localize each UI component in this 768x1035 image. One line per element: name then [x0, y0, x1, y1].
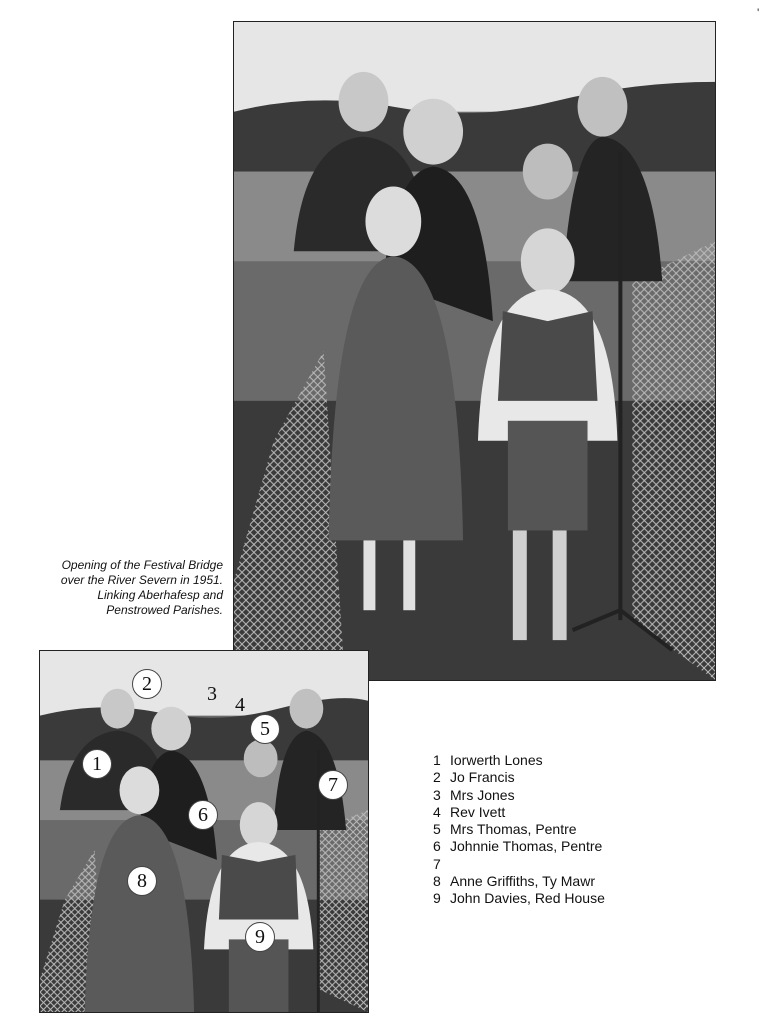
- legend-row: [433, 873, 605, 890]
- legend-number: 5: [433, 821, 441, 838]
- legend-row: [433, 838, 605, 855]
- caption-line: Linking Aberhafesp and: [97, 588, 223, 602]
- corner-mark: ': [757, 6, 760, 20]
- marker-4: 4: [235, 694, 245, 716]
- legend-name: Anne Griffiths, Ty Mawr: [450, 873, 595, 890]
- legend-row: [433, 769, 605, 786]
- marker-5: 5: [250, 714, 280, 744]
- legend-number: 6: [433, 838, 441, 855]
- legend-row: [433, 804, 605, 821]
- legend-name: Jo Francis: [450, 769, 515, 786]
- legend-number: 3: [433, 786, 441, 803]
- legend-number: 9: [433, 890, 441, 907]
- marker-2: 2: [132, 669, 162, 699]
- legend-row: [433, 821, 605, 838]
- caption-line: Opening of the Festival Bridge: [61, 558, 223, 572]
- legend-name: Mrs Thomas, Pentre: [450, 821, 577, 838]
- caption-line: over the River Severn in 1951.: [60, 573, 223, 587]
- legend-number: 4: [433, 803, 441, 820]
- marker-9: 9: [245, 922, 275, 952]
- legend-row: [433, 787, 605, 804]
- legend-number: 2: [433, 769, 441, 786]
- legend-name: Rev Ivett: [450, 803, 506, 820]
- legend-row: [433, 856, 605, 873]
- legend-name: Mrs Jones: [450, 786, 515, 803]
- legend-number: 8: [433, 873, 441, 890]
- legend-number: 7: [433, 855, 441, 872]
- marker-3: 3: [207, 683, 217, 705]
- photo-caption: [20, 558, 223, 618]
- legend-number: 1: [433, 752, 441, 768]
- legend-name: Johnnie Thomas, Pentre: [450, 838, 603, 855]
- marker-1: 1: [82, 749, 112, 779]
- legend-name: John Davies, Red House: [450, 890, 605, 907]
- caption-line: Penstrowed Parishes.: [106, 603, 223, 617]
- marker-6: 6: [188, 800, 218, 830]
- marker-7: 7: [318, 770, 348, 800]
- name-legend: [433, 752, 605, 908]
- main-photograph: [233, 21, 716, 681]
- legend-row: [433, 890, 605, 907]
- marker-8: 8: [127, 866, 157, 896]
- legend-name: Iorwerth Lones: [450, 752, 543, 768]
- legend-row: [433, 752, 605, 769]
